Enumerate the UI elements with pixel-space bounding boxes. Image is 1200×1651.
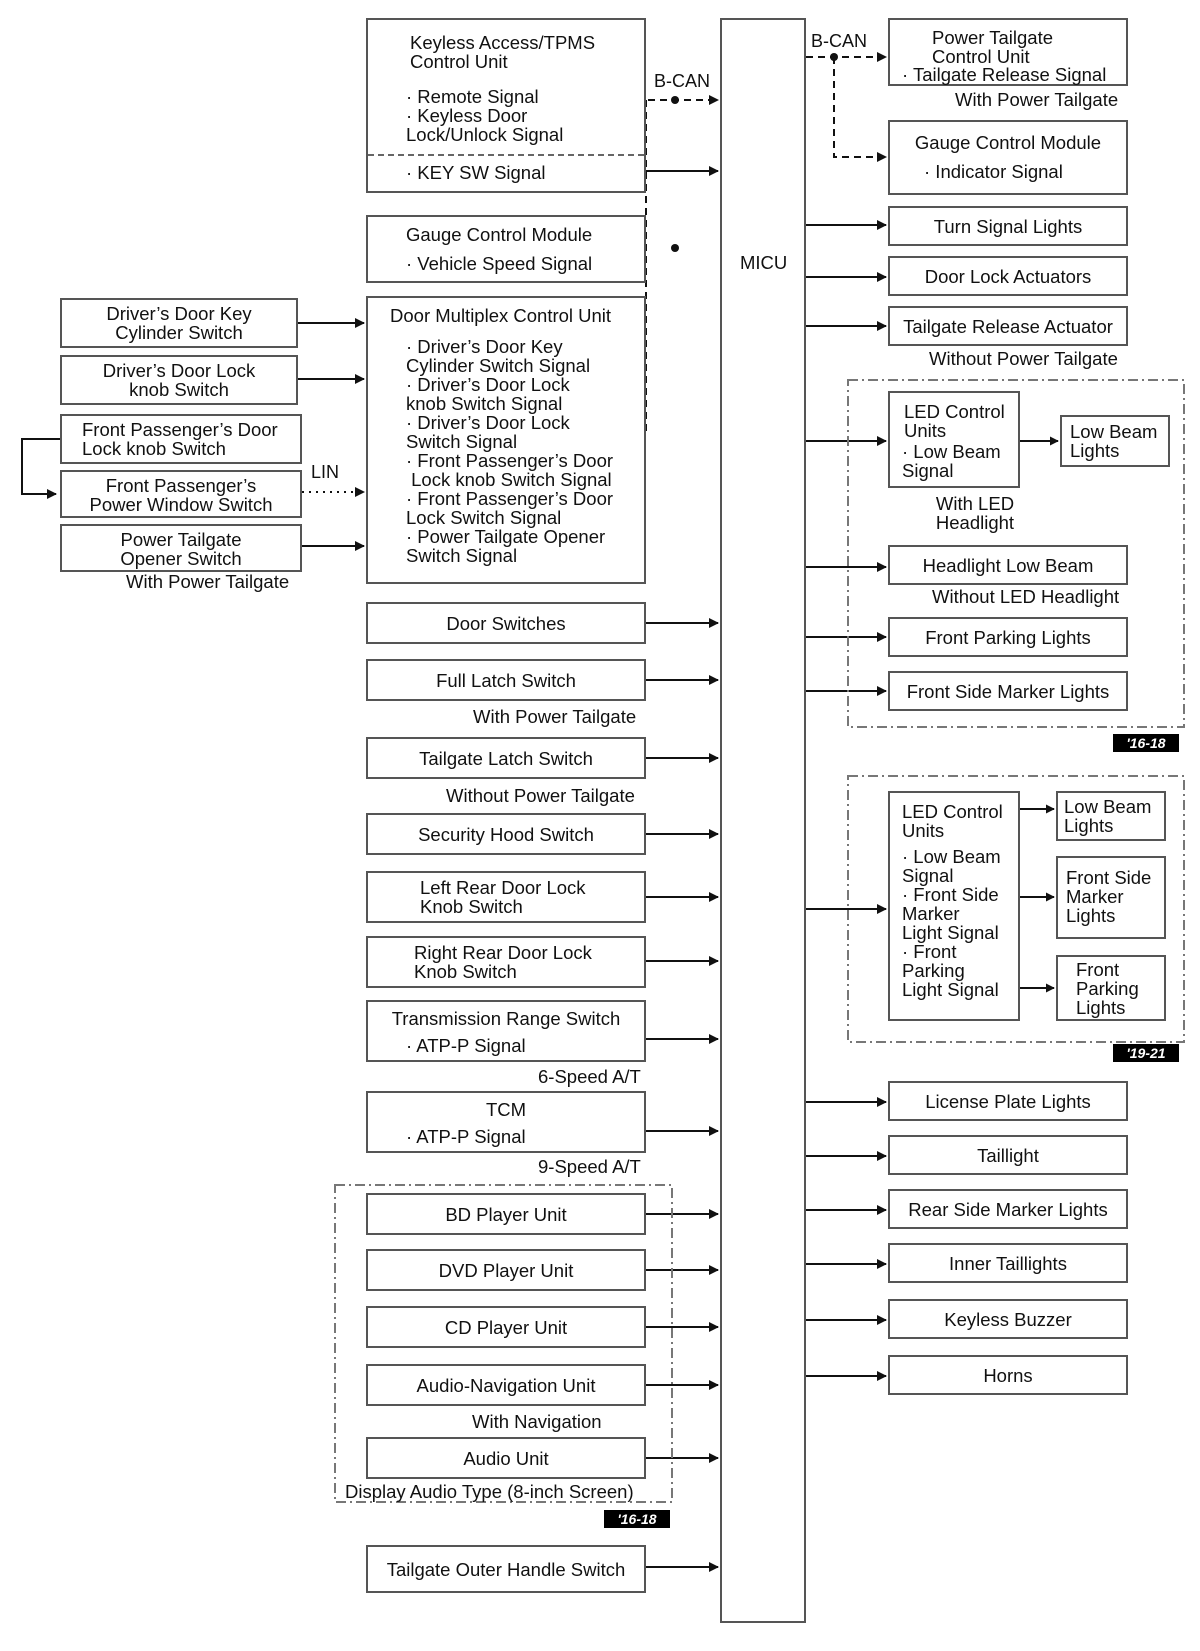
rear-side-marker-lights-label: Rear Side Marker Lights xyxy=(908,1199,1108,1220)
gauge-control-module-input-box xyxy=(366,215,646,283)
turn-signal-lights-box xyxy=(888,206,1128,246)
full-latch-switch-label: Full Latch Switch xyxy=(436,670,576,691)
front-side-marker-lights-a-box xyxy=(888,671,1128,711)
lin-label: LIN xyxy=(311,462,340,482)
keyless-tpms-title: Keyless Access/TPMS Control Unit xyxy=(410,32,596,72)
dvd-player-unit-label: DVD Player Unit xyxy=(438,1260,574,1281)
headlight-low-beam-note: Without LED Headlight xyxy=(932,586,1120,607)
led-control-units-b-box xyxy=(888,791,1020,1021)
turn-signal-lights-label: Turn Signal Lights xyxy=(933,216,1083,237)
front-passenger-power-window-switch-label: Front Passenger’s Power Window Switch xyxy=(89,475,273,515)
tailgate-latch-switch-label: Tailgate Latch Switch xyxy=(419,748,593,769)
audio-unit-box xyxy=(366,1437,646,1479)
horns-label: Horns xyxy=(983,1365,1033,1386)
door-multiplex-title: Door Multiplex Control Unit xyxy=(390,305,612,326)
led-control-units-b-signals: · Low Beam Signal · Front Side Marker Light Signal · Front Parking Light Signal xyxy=(902,846,1001,1000)
key-sw-signal: · KEY SW Signal xyxy=(406,162,546,183)
cd-player-unit-box xyxy=(366,1306,646,1348)
indicator-signal: · Indicator Signal xyxy=(924,161,1063,182)
security-hood-switch-label: Security Hood Switch xyxy=(418,824,594,845)
door-lock-actuators-box xyxy=(888,256,1128,296)
tcm-box xyxy=(366,1091,646,1153)
headlight-low-beam-label: Headlight Low Beam xyxy=(922,555,1094,576)
front-passenger-power-window-switch-box xyxy=(60,470,302,518)
door-switches-box xyxy=(366,602,646,644)
keyless-tpms-control-unit-box xyxy=(366,18,646,193)
rear-side-marker-lights-box xyxy=(888,1189,1128,1229)
tcm-atp-p-signal: · ATP-P Signal xyxy=(406,1126,526,1147)
trs-atp-p-signal: · ATP-P Signal xyxy=(406,1035,526,1056)
keyless-buzzer-label: Keyless Buzzer xyxy=(944,1309,1072,1330)
tailgate-release-actuator-box xyxy=(888,306,1128,346)
tcm-title: TCM xyxy=(485,1099,527,1120)
drivers-door-lock-knob-switch-label: Driver’s Door Lock knob Switch xyxy=(102,360,256,400)
left-rear-door-lock-knob-switch-label: Left Rear Door Lock Knob Switch xyxy=(420,877,586,917)
front-parking-lights-a-box xyxy=(888,617,1128,657)
keyless-tpms-signals: · Remote Signal · Keyless Door Lock/Unlock Signal xyxy=(406,86,564,145)
transmission-range-switch-title: Transmission Range Switch xyxy=(391,1008,621,1029)
taillight-label: Taillight xyxy=(977,1145,1039,1166)
front-passenger-door-lock-knob-switch-label: Front Passenger’s Door Lock knob Switch xyxy=(82,419,278,459)
bd-player-unit-label: BD Player Unit xyxy=(445,1204,567,1225)
micu-label: MICU xyxy=(740,252,788,273)
tailgate-release-signal: · Tailgate Release Signal xyxy=(902,64,1107,85)
tailgate-release-note: Without Power Tailgate xyxy=(929,348,1118,369)
door-multiplex-signals: · Driver’s Door Key Cylinder Switch Signal · Driver’s Door Lock knob Switch Signal · Driver’s Door Lock Switch Signal · Front Passenger’s Door Lock knob Switch Signal · Front Passenger’s Door Lock Switch Signal · Power Tailgate Opener Switch Signal xyxy=(406,336,614,566)
power-tailgate-unit-note: With Power Tailgate xyxy=(955,89,1119,110)
keyless-divider xyxy=(368,154,644,156)
audio-unit-label: Audio Unit xyxy=(463,1448,549,1469)
front-parking-lights-b-label: Front Parking Lights xyxy=(1076,959,1139,1018)
full-latch-switch-box xyxy=(366,659,646,701)
license-plate-lights-label: License Plate Lights xyxy=(925,1091,1091,1112)
right-rear-door-lock-knob-switch-label: Right Rear Door Lock Knob Switch xyxy=(414,942,592,982)
front-parking-lights-b-box xyxy=(1056,955,1166,1021)
led-headlight-note: With LED Headlight xyxy=(935,493,1015,533)
model-year-tag-b: '19-21 xyxy=(1113,1044,1179,1062)
low-beam-lights-b-box xyxy=(1056,791,1166,841)
door-multiplex-control-unit-box xyxy=(366,296,646,584)
power-tailgate-opener-switch-box xyxy=(60,524,302,572)
vehicle-speed-signal: · Vehicle Speed Signal xyxy=(406,253,593,274)
taillight-box xyxy=(888,1135,1128,1175)
horns-box xyxy=(888,1355,1128,1395)
door-lock-actuators-label: Door Lock Actuators xyxy=(924,266,1092,287)
power-tailgate-opener-note: With Power Tailgate xyxy=(126,571,290,592)
low-beam-lights-a-box xyxy=(1060,415,1170,467)
front-passenger-door-lock-knob-switch-box xyxy=(60,414,302,464)
power-tailgate-opener-switch-label: Power Tailgate Opener Switch xyxy=(120,529,242,569)
trs-note: 6-Speed A/T xyxy=(538,1066,641,1087)
inner-taillights-box xyxy=(888,1243,1128,1283)
door-switches-label: Door Switches xyxy=(446,613,566,634)
front-side-marker-lights-b-label: Front Side Marker Lights xyxy=(1066,867,1152,926)
audio-navigation-unit-box xyxy=(366,1364,646,1406)
power-tailgate-control-unit-title: Power Tailgate Control Unit xyxy=(932,27,1054,67)
gauge-control-module-output-box xyxy=(888,120,1128,195)
security-hood-switch-box xyxy=(366,813,646,855)
gauge-output-title: Gauge Control Module xyxy=(914,132,1102,153)
tailgate-outer-handle-switch-box xyxy=(366,1545,646,1593)
led-control-units-b-title: LED Control Units xyxy=(902,801,1003,841)
inner-taillights-label: Inner Taillights xyxy=(949,1253,1067,1274)
audio-navigation-unit-label: Audio-Navigation Unit xyxy=(416,1375,596,1396)
display-audio-note: Display Audio Type (8-inch Screen) xyxy=(345,1481,634,1502)
drivers-door-key-cylinder-switch-label: Driver’s Door Key Cylinder Switch xyxy=(106,303,252,343)
transmission-range-switch-box xyxy=(366,1000,646,1062)
led-control-units-a-signal: · Low Beam Signal xyxy=(902,441,1001,481)
model-year-tag-a: '16-18 xyxy=(1113,734,1179,752)
low-beam-lights-b-label: Low Beam Lights xyxy=(1064,796,1152,836)
b-can-label-left: B-CAN xyxy=(654,71,711,91)
micu-box xyxy=(720,18,806,1623)
bd-player-unit-box xyxy=(366,1193,646,1235)
left-rear-door-lock-knob-switch-box xyxy=(366,871,646,923)
b-can-label-right: B-CAN xyxy=(811,31,868,51)
front-side-marker-lights-b-box xyxy=(1056,856,1166,939)
navigation-note: With Navigation xyxy=(472,1411,602,1432)
license-plate-lights-box xyxy=(888,1081,1128,1121)
tcm-note: 9-Speed A/T xyxy=(538,1156,641,1177)
front-side-marker-lights-a-label: Front Side Marker Lights xyxy=(906,681,1110,702)
right-rear-door-lock-knob-switch-box xyxy=(366,936,646,988)
gauge-input-title: Gauge Control Module xyxy=(406,224,593,245)
full-latch-note: With Power Tailgate xyxy=(473,706,637,727)
tailgate-release-actuator-label: Tailgate Release Actuator xyxy=(903,316,1113,337)
tailgate-outer-handle-switch-label: Tailgate Outer Handle Switch xyxy=(386,1559,626,1580)
model-year-tag-audio: '16-18 xyxy=(604,1510,670,1528)
led-control-units-a-title: LED Control Units xyxy=(904,401,1005,441)
drivers-door-lock-knob-switch-box xyxy=(60,355,298,405)
keyless-buzzer-box xyxy=(888,1299,1128,1339)
led-control-units-a-box xyxy=(888,391,1020,488)
front-parking-lights-a-label: Front Parking Lights xyxy=(925,627,1091,648)
cd-player-unit-label: CD Player Unit xyxy=(444,1317,568,1338)
power-tailgate-control-unit-box xyxy=(888,18,1128,86)
dvd-player-unit-box xyxy=(366,1249,646,1291)
headlight-low-beam-box xyxy=(888,545,1128,585)
tailgate-latch-note: Without Power Tailgate xyxy=(446,785,635,806)
drivers-door-key-cylinder-switch-box xyxy=(60,298,298,348)
low-beam-lights-a-label: Low Beam Lights xyxy=(1070,421,1158,461)
tailgate-latch-switch-box xyxy=(366,737,646,779)
